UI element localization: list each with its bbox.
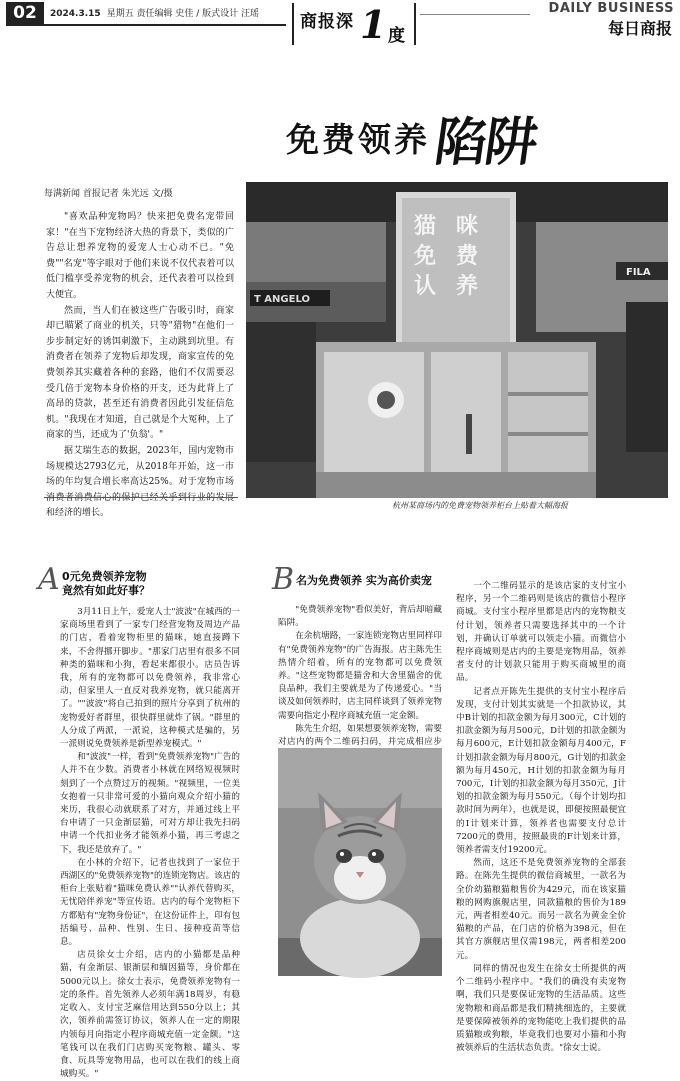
intro-text bbox=[46, 210, 234, 522]
poster-text-right: 咪费养 bbox=[456, 214, 479, 299]
section-a-body bbox=[60, 606, 240, 1081]
photo-caption: 杭州某商场内的免费宠物领养柜台上贴着大幅海报 bbox=[392, 501, 568, 510]
body-paragraph: 记者点开陈先生提供的支付宝小程序后发现，支付计划其实就是一个扣款协议，其中B计划的扣款金额为每月300元，C计划的扣款金额为每月500元，D计划的扣款金额为每月600元，E计划扣款金额每月400元，F计划扣款金额为每月800元，G计划的扣款金额为每月450元，H计划的扣款金额为每月700元，I计划的扣款金额为每月350元，J计划的扣款金额为每月550元。（每个计划均扣款时间为两年），也就是说，即便按照最便宜的I计划来计算，领养者也需要支付总计7200元的费用，按照最贵的F计划来计算，领养者需支付19200元。 bbox=[456, 686, 626, 856]
column-name-part1: 商报深 bbox=[300, 12, 354, 32]
body-paragraph: 和"波波"一样，看到"免费领养宠物"广告的人并不在少数。消费者小林就在网络短视频时刻到了一个点赞过万的视频。"视频里，一位美女抱着一只非常可爱的小猫向观众介绍小猫的来历，我很心动就联系了对方，并通过线上平台申请了一只金渐层猫，可对方却让我先扫码申请一个代扣业务才能领养小猫，再三考虑之下，我还是放弃了。" bbox=[60, 752, 240, 855]
section-b-heading bbox=[272, 562, 452, 600]
section-a-title bbox=[62, 570, 150, 598]
body-paragraph: 3月11日上午，爱宠人士"波波"在城西的一家商场里看到了一家专门经营宠物及周边产品的门店，看着宠物柜里的猫咪，她直接蹲下来，不舍得挪开脚步。"那家门店里有很多不同种类的猫咪和小狗，看起来都很小。店员告诉我，所有的宠物都可以免费领养，我非常心动，但家里人一直反对我养宠物，就只能离开了。""波波"将自己拍到的照片分享到了杭州的宠物爱好者群里，很快群里就炸了锅。"群里的人分成了两派，一派说，这种模式是骗的，另一派则说免费领养是新型养宠模式。" bbox=[60, 607, 240, 750]
intro-divider bbox=[44, 497, 238, 498]
section-b-letter: B bbox=[272, 562, 295, 597]
headline-part1: 免费领养 bbox=[286, 120, 430, 159]
section-a-heading bbox=[38, 562, 258, 600]
brand-english: DAILY BUSINESS bbox=[548, 1, 674, 16]
body-paragraph: 在余杭塘路，一家连锁宠物店里同样印有"免费领养宠物"的广告海报。店主陈先生热情介绍着，所有的宠物都可以免费领养。"这些宠物都是猫舍和大舍里猫舍的优良品种，我们主要就是为了传递爱心。"当谈及如何领养时，店主同样谈到了领养宠物需要向指定小程序商城充值一定金额。 bbox=[278, 631, 442, 721]
editor-credits: 星期五 责任编辑 史佳 / 版式设计 汪瑶 bbox=[106, 9, 260, 19]
byline: 每满新闻 首报记者 朱光远 文/摄 bbox=[44, 189, 173, 199]
column-name-part2: 度 bbox=[388, 26, 405, 46]
brand-chinese: 每日商报 bbox=[607, 19, 672, 38]
page-header bbox=[0, 0, 680, 46]
body-paragraph: 然而，这还不是免费领养宠物的全部套路。在陈先生提供的微信商城里，一款名为全价幼猫粮猫粮售价为429元，而在该家猫粮的网购旗舰店里，同款猫粮的售价为189元，两者相差40元。而另一款名为黄金全价猫粮的产品，在门店的价格为398元，但在其官方旗舰店里仅需198元，两者相差200元。 bbox=[456, 858, 626, 961]
column-logo bbox=[292, 3, 416, 45]
intro-paragraph: 据艾瑞生态的数据，2023年，国内宠物市场规模达2793亿元，从2018年开始，这一市场的年均复合增长率高达25%。对于宠物市场消费者消费信心的保护已经关乎到行业的发展和经济的增长。 bbox=[46, 445, 234, 519]
store-left-sign: T ANGELO bbox=[254, 294, 310, 305]
body-paragraph: 在小林的介绍下，记者也找到了一家位于西湖区的"免费领养宠物"的连锁宠物店。该店的柜台上张贴着"猫咪免费认养""认养代替购买，无忧陪伴养宠"等宣传语。店内的每个宠物柜下方都贴有"宠物身份证"，在这份证件上，印有包括编号、品种、性别、生日、接种疫苗等信息。 bbox=[60, 857, 240, 948]
body-paragraph: 陈先生介绍，如果想要领养宠物，需要对店内的两个二维码扫码，并完成相应步 bbox=[278, 723, 442, 748]
pet-store-photo bbox=[246, 182, 668, 498]
section-a-letter: A bbox=[38, 562, 60, 597]
header-rule-right bbox=[420, 14, 530, 15]
issue-date: 2024.3.15 bbox=[50, 9, 101, 19]
intro-paragraph: "喜欢品种宠物吗？快来把免费名宠带回家！"在当下宠物经济大热的背景下，类似的广告总让想养宠物的爱宠人士心动不已。"免费""名宠"等字眼对于他们来说不仅代表着可以低门槛享受养宠物的机会，还代表着可以捡到大便宜。 bbox=[46, 212, 234, 300]
dateline bbox=[50, 6, 259, 19]
section-b-title: 名为免费领养 实为高价卖宠 bbox=[296, 574, 432, 587]
body-paragraph: 同样的情况也发生在徐女士所提供的两个二维码小程序中。"我们的确没有卖宠物啊，我们只是要保证宠物的生活品质。这些宠物粮和商品都是我们精挑细选的，主要就是要保障被领养的宠物能吃上我们提供的品质猫粮或狗粮，毕竟我们也要对小猫和小狗被领养后的生活状态负责。"徐女士说。 bbox=[456, 963, 626, 1054]
body-paragraph: "免费领养宠物"看似美好，背后却暗藏陷阱。 bbox=[278, 605, 442, 629]
body-paragraph: 一个二维码显示的是该店家的支付宝小程序，另一个二维码则是该店的微信小程序商城。支付宝小程序里都是店内的宠物粮支付计划，领养者只需要选择其中的一个计划，并确认订单就可以领走小猫。而微信小程序商城则是店内的主要是宠物用品，领养者支付的计划款只能用于购买商城里的商品。 bbox=[456, 581, 626, 684]
column-number: 1 bbox=[360, 2, 387, 47]
section-a-title-line1: 0元免费领养宠物 bbox=[62, 570, 147, 583]
store-right-sign: FILA bbox=[626, 267, 651, 278]
article-headline bbox=[286, 100, 540, 173]
cat-illustration bbox=[278, 748, 442, 976]
section-a-title-line2: 竟然有如此好事？ bbox=[62, 584, 150, 597]
cat-photo bbox=[278, 748, 442, 976]
poster-text-left: 猫免认 bbox=[414, 214, 437, 299]
header-rule bbox=[6, 24, 286, 26]
page-number: 02 bbox=[6, 2, 44, 24]
headline-part2: 陷阱 bbox=[431, 113, 540, 173]
body-paragraph: 店员徐女士介绍，店内的小猫都是品种猫，有金渐层、银渐层和缅因猫等，身价都在5000元以上。徐女士表示，免费领养宠物有一定的条件。首先领养人必须年满18周岁，有稳定收入、支付宝芝麻信用达到550分以上；其次，领养前需签订协议，领养人在一定的期限内领每月向指定小程序商城充值一定金额。"这笔钱可以在我们门店购买宠物粮、罐头、零食、玩具等宠物用品，也可以在我们的线上商城购买。" bbox=[60, 950, 240, 1080]
column-c-body bbox=[456, 580, 626, 1055]
intro-paragraph: 然而，当人们在被这些广告吸引时，商家却已瞄紧了商业的机关，只等"猎物"在他们一步步制定好的诱饵刺激下，主动跳到坑里。有消费者在领养了宠物后却发现，商家宣传的免费领养其实藏着各种的套路，他们不仅需要忍受几倍于宠物本身价格的开支，还为此背上了高昂的贷款，甚至还有消费者因此引发征信危机。"我现在才知道，自己就是个大冤种，上了商家的当，还成为了'负翁'。" bbox=[46, 305, 234, 441]
